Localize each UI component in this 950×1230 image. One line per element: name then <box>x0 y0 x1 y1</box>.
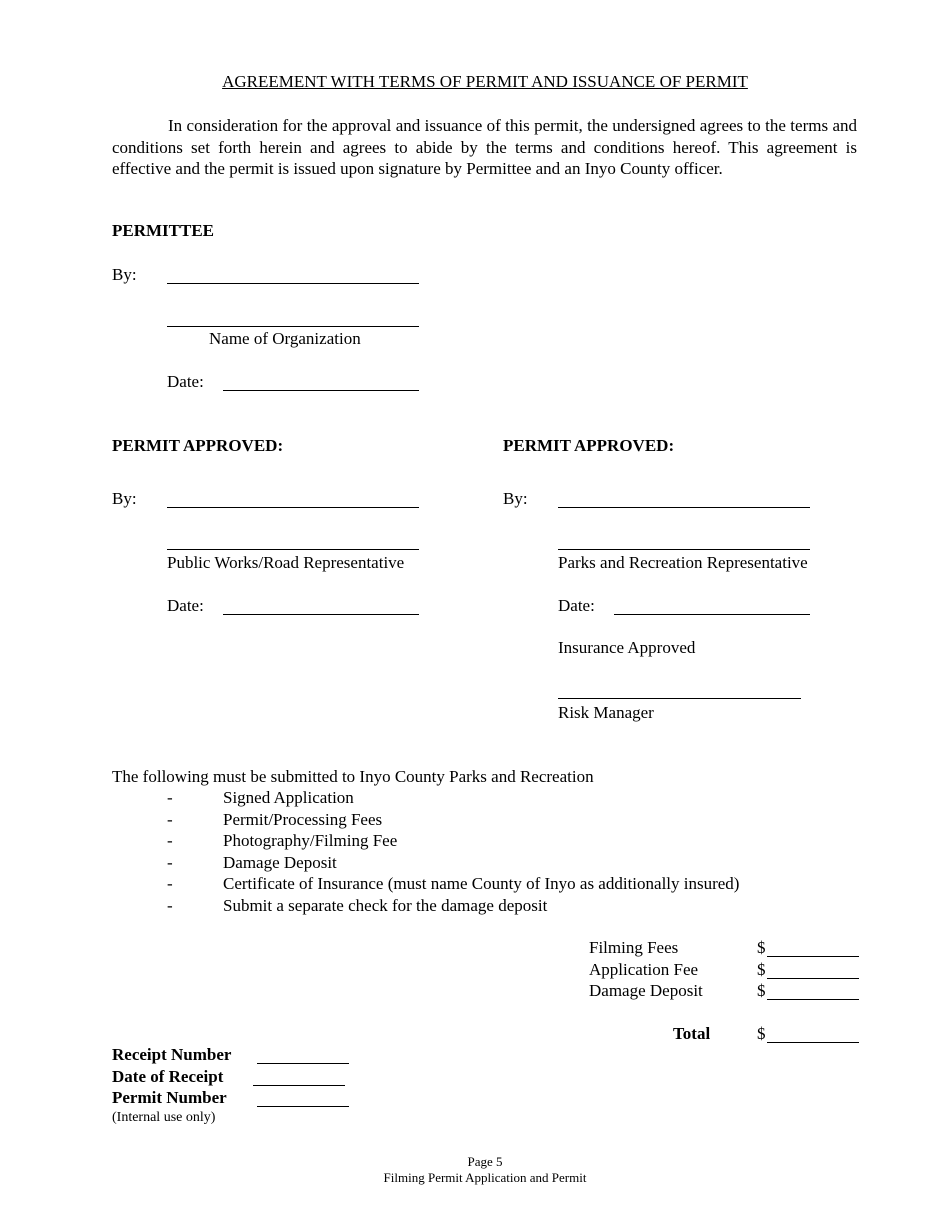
list-bullet: - <box>167 809 173 829</box>
parks-name-line[interactable] <box>558 549 810 550</box>
list-item: Submit a separate check for the damage deposit <box>223 895 548 915</box>
date-of-receipt-line[interactable] <box>253 1085 345 1086</box>
list-bullet: - <box>167 788 173 807</box>
list-item: Signed Application <box>223 788 354 807</box>
total-label: Total <box>673 1024 711 1043</box>
permittee-date-line[interactable] <box>223 390 419 391</box>
public-works-date-line[interactable] <box>223 614 419 615</box>
receipt-number-label: Receipt Number <box>112 1045 232 1064</box>
risk-manager-signature-line[interactable] <box>558 698 801 699</box>
currency-symbol: $ <box>757 1024 766 1043</box>
page-number: Page 5 <box>467 1154 503 1169</box>
permittee-org-label: Name of Organization <box>209 329 361 348</box>
list-item: Permit/Processing Fees <box>223 809 383 829</box>
approval-left-heading: PERMIT APPROVED: <box>112 436 284 455</box>
damage-deposit-input-line[interactable] <box>767 999 859 1000</box>
internal-use-note: (Internal use only) <box>112 1110 216 1125</box>
list-item: Certificate of Insurance (must name County of Inyo as additionally insured) <box>223 874 740 893</box>
document-title: AGREEMENT WITH TERMS OF PERMIT AND ISSUANCE OF PERMIT <box>222 72 748 91</box>
application-fee-input-line[interactable] <box>767 978 859 979</box>
public-works-rep-label: Public Works/Road Representative <box>167 553 405 572</box>
submission-intro: The following must be submitted to Inyo County Parks and Recreation <box>112 767 594 786</box>
approval-right-date-label: Date: <box>558 596 595 615</box>
approval-right-heading: PERMIT APPROVED: <box>503 436 675 455</box>
risk-manager-label: Risk Manager <box>558 703 654 722</box>
fee-label-application: Application Fee <box>589 959 699 979</box>
permittee-date-label: Date: <box>167 372 204 391</box>
insurance-approved-label: Insurance Approved <box>558 638 696 657</box>
permittee-signature-line[interactable] <box>167 283 419 284</box>
public-works-name-line[interactable] <box>167 549 419 550</box>
permittee-by-label: By: <box>112 265 137 284</box>
list-item: Photography/Filming Fee <box>223 831 398 850</box>
permit-number-line[interactable] <box>257 1106 349 1107</box>
document-footer-title: Filming Permit Application and Permit <box>383 1170 587 1185</box>
parks-signature-line[interactable] <box>558 507 810 508</box>
permit-number-label: Permit Number <box>112 1088 227 1107</box>
parks-rep-label: Parks and Recreation Representative <box>558 553 808 572</box>
agreement-paragraph: In consideration for the approval and issuance of this permit, the undersigned agrees to the terms and conditions set forth herein and agrees to abide by the terms and conditions hereof. This agreement is effective and the permit is issued upon signature by Permittee and an Inyo County officer. <box>112 116 857 178</box>
approval-left-by-label: By: <box>112 489 137 508</box>
currency-symbol: $ <box>757 959 766 979</box>
currency-symbol: $ <box>757 938 766 957</box>
list-bullet: - <box>167 874 173 893</box>
fee-label-deposit: Damage Deposit <box>589 981 703 1000</box>
fee-label-filming: Filming Fees <box>589 938 679 957</box>
permittee-org-line[interactable] <box>167 326 419 327</box>
list-bullet: - <box>167 852 173 872</box>
public-works-signature-line[interactable] <box>167 507 419 508</box>
total-input-line[interactable] <box>767 1042 859 1043</box>
filming-fee-input-line[interactable] <box>767 956 859 957</box>
permittee-heading: PERMITTEE <box>112 221 215 240</box>
parks-date-line[interactable] <box>614 614 810 615</box>
list-bullet: - <box>167 895 173 915</box>
date-of-receipt-label: Date of Receipt <box>112 1067 224 1086</box>
approval-left-date-label: Date: <box>167 596 204 615</box>
approval-right-by-label: By: <box>503 489 528 508</box>
list-bullet: - <box>167 831 173 850</box>
list-item: Damage Deposit <box>223 852 337 872</box>
currency-symbol: $ <box>757 981 766 1000</box>
receipt-number-line[interactable] <box>257 1063 349 1064</box>
